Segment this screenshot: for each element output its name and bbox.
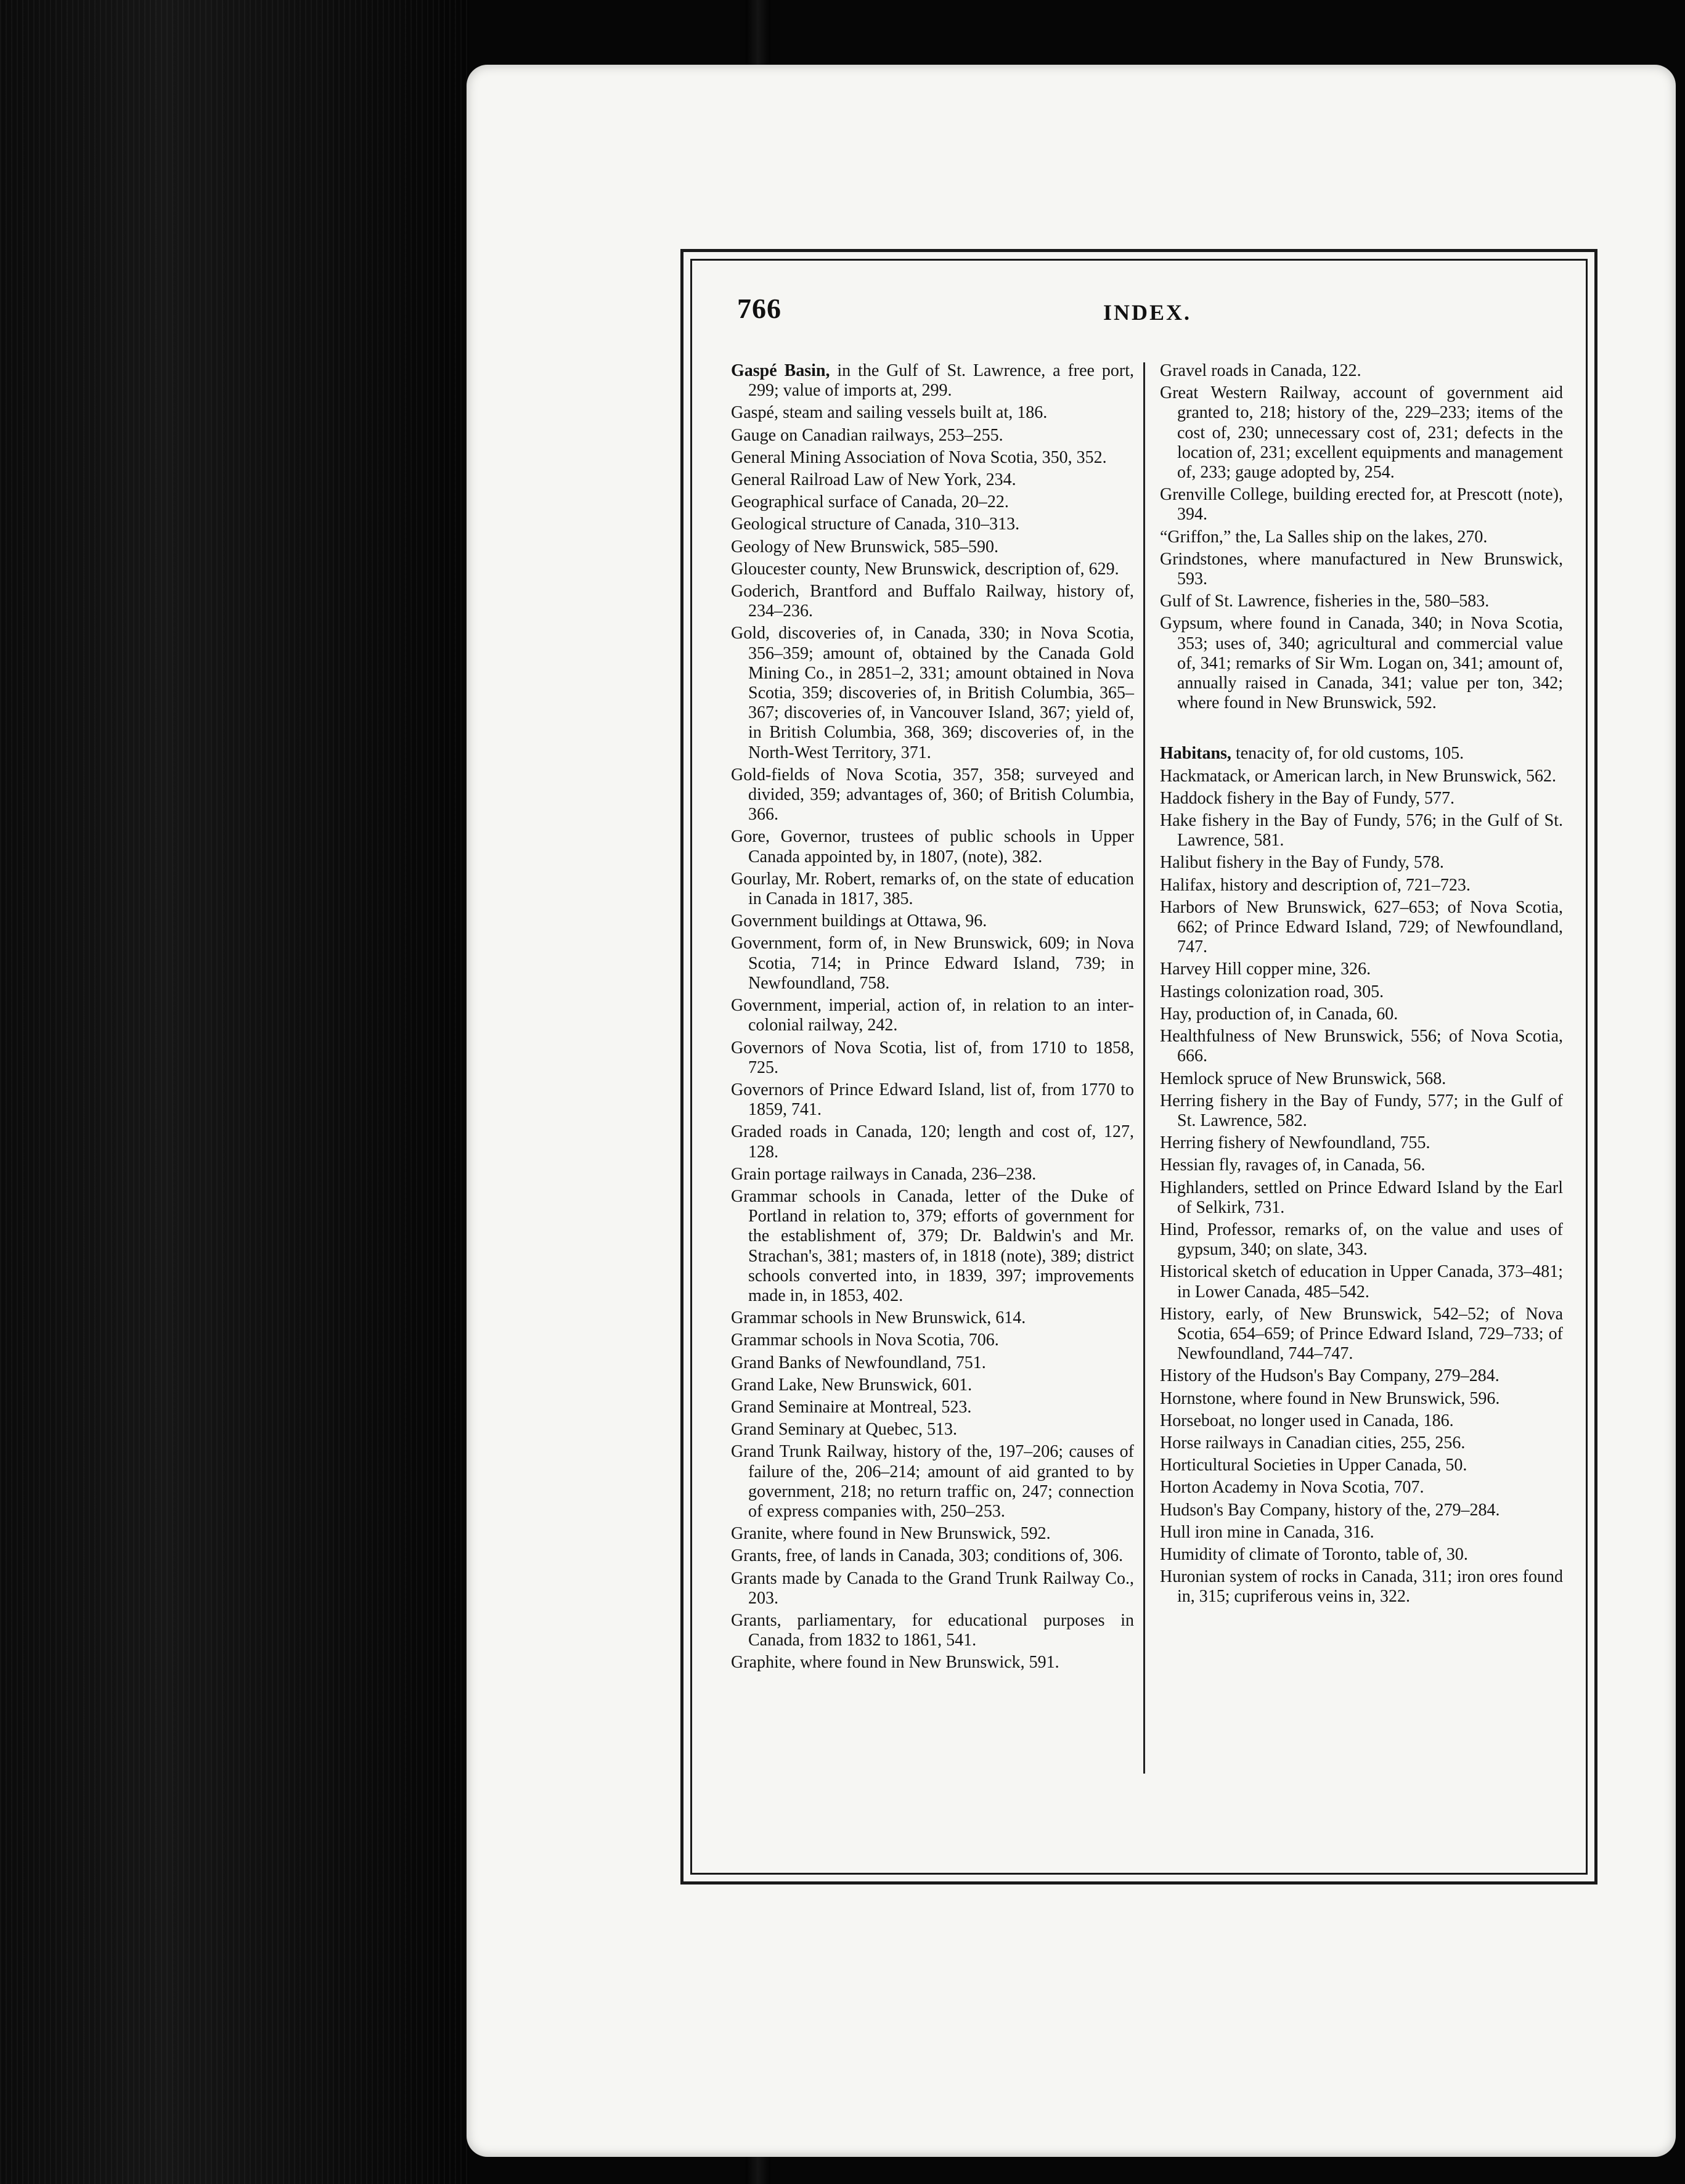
- index-entry: [1160, 1366, 1563, 1386]
- entry-text: Horseboat, no longer used in Canada, 186.: [1160, 1411, 1454, 1430]
- index-entry: [731, 911, 1134, 931]
- index-entry: [731, 560, 1134, 579]
- index-entry: [731, 1375, 1134, 1395]
- index-entry: [731, 1353, 1134, 1373]
- index-entry: [1160, 1389, 1563, 1409]
- index-entry: [731, 448, 1134, 468]
- entry-text: Herring fishery of Newfoundland, 755.: [1160, 1133, 1430, 1153]
- entry-text: Grand Seminaire at Montreal, 523.: [731, 1397, 972, 1417]
- entry-text: Grenville College, building erected for, at Prescott (note), 394.: [1160, 485, 1563, 524]
- entry-text: Humidity of climate of Toronto, table of, 30.: [1160, 1544, 1468, 1564]
- index-entry: [731, 1653, 1134, 1673]
- entry-text: tenacity of, for old customs, 105.: [1231, 744, 1464, 764]
- index-entry: [731, 934, 1134, 993]
- index-entry: [1160, 876, 1563, 895]
- entry-text: General Railroad Law of New York, 234.: [731, 470, 1016, 490]
- entry-text: Geological structure of Canada, 310–313.: [731, 515, 1020, 534]
- entry-text: Hessian fly, ravages of, in Canada, 56.: [1160, 1155, 1426, 1175]
- index-entry: [731, 1038, 1134, 1078]
- entry-text: Grain portage railways in Canada, 236–238.: [731, 1164, 1037, 1184]
- index-entry: [731, 426, 1134, 446]
- index-entry: [1160, 1545, 1563, 1565]
- index-entry: [731, 515, 1134, 534]
- entry-headword: Gaspé Basin,: [731, 361, 830, 380]
- entry-text: Hull iron mine in Canada, 316.: [1160, 1522, 1374, 1542]
- entry-text: Graded roads in Canada, 120; length and cost of, 127, 128.: [731, 1122, 1134, 1162]
- entry-text: Government buildings at Ottawa, 96.: [731, 911, 987, 931]
- scan-background: [0, 0, 468, 2184]
- entry-text: Gaspé, steam and sailing vessels built at, 186.: [731, 403, 1048, 423]
- entry-text: Graphite, where found in New Brunswick, 591.: [731, 1653, 1059, 1673]
- entry-text: History of the Hudson's Bay Company, 279–284.: [1160, 1366, 1499, 1386]
- index-entry: [1160, 1178, 1563, 1218]
- entry-text: Halibut fishery in the Bay of Fundy, 578.: [1160, 853, 1444, 873]
- index-entry: [1160, 1262, 1563, 1302]
- entry-text: Grammar schools in Canada, letter of the Duke of Portland in relation to, 379; efforts of government for the establishment of, 379; Dr. Baldwin's and Mr. Strachan's, 381; masters of, in 1818 (note), 389; district schools converted into, in 1839, 397; improvements made in, in 1853, 402.: [731, 1186, 1134, 1305]
- index-entry: [731, 1442, 1134, 1522]
- index-entry: [1160, 1091, 1563, 1131]
- entry-text: Haddock fishery in the Bay of Fundy, 577.: [1160, 788, 1454, 808]
- entry-text: Horse railways in Canadian cities, 255, 256.: [1160, 1433, 1466, 1453]
- index-entry: [1160, 1155, 1563, 1175]
- entry-text: Grants made by Canada to the Grand Trunk Railway Co., 203.: [731, 1568, 1134, 1608]
- entry-text: Huronian system of rocks in Canada, 311; iron ores found in, 315; cupriferous veins in, 322.: [1160, 1567, 1563, 1607]
- entry-text: Hind, Professor, remarks of, on the value and uses of gypsum, 340; on slate, 343.: [1160, 1220, 1563, 1260]
- entry-text: Governors of Nova Scotia, list of, from 1710 to 1858, 725.: [731, 1038, 1134, 1077]
- entry-text: History, early, of New Brunswick, 542–52; of Nova Scotia, 654–659; of Prince Edward Island, 729–733; of Newfoundland, 744–747.: [1160, 1304, 1563, 1364]
- index-entry: [1160, 960, 1563, 979]
- index-entry: [731, 996, 1134, 1035]
- entry-text: Hemlock spruce of New Brunswick, 568.: [1160, 1069, 1446, 1088]
- entry-text: Grindstones, where manufactured in New Brunswick, 593.: [1160, 549, 1563, 589]
- entry-text: Gravel roads in Canada, 122.: [1160, 361, 1361, 380]
- entry-text: Horticultural Societies in Upper Canada, 50.: [1160, 1456, 1467, 1475]
- index-entry: [1160, 550, 1563, 589]
- entry-text: Historical sketch of education in Upper Canada, 373–481; in Lower Canada, 485–542.: [1160, 1262, 1563, 1302]
- entry-text: Gold, discoveries of, in Canada, 330; in Nova Scotia, 356–359; amount of, obtained by the Canada Gold Mining Co., in 2851–2, 331; amount obtained in Nova Scotia, 359; discoveries of, in British Columbia, 365–367; discoveries of, in Vancouver Island, 367; yield of, in British Columbia, 368, 369; discoveries of, in the North-West Territory, 371.: [731, 624, 1134, 762]
- letter-section-gap: [1160, 715, 1563, 744]
- index-entry: [731, 1308, 1134, 1328]
- entry-text: Gold-fields of Nova Scotia, 357, 358; surveyed and divided, 359; advantages of, 360; of British Columbia, 366.: [731, 765, 1134, 825]
- index-entry: [731, 1398, 1134, 1417]
- entry-text: Halifax, history and description of, 721–723.: [1160, 875, 1471, 895]
- index-entry: [731, 1569, 1134, 1608]
- index-entry: [731, 1420, 1134, 1440]
- entry-text: Herring fishery in the Bay of Fundy, 577; in the Gulf of St. Lawrence, 582.: [1160, 1091, 1563, 1130]
- index-column-right: [1160, 361, 1563, 1610]
- index-entry: [1160, 898, 1563, 958]
- index-entry: [731, 582, 1134, 621]
- index-entry: [1160, 1411, 1563, 1431]
- index-entry: [731, 1187, 1134, 1306]
- entry-text: Gourlay, Mr. Robert, remarks of, on the state of education in Canada in 1817, 385.: [731, 869, 1134, 909]
- entry-text: Gloucester county, New Brunswick, description of, 629.: [731, 559, 1119, 579]
- index-entry: [731, 765, 1134, 825]
- index-entry: [731, 492, 1134, 512]
- index-entry: [1160, 592, 1563, 611]
- index-entry: [731, 1611, 1134, 1650]
- entry-text: Hastings colonization road, 305.: [1160, 982, 1384, 1001]
- entry-text: Great Western Railway, account of government aid granted to, 218; history of the, 229–233; items of the cost of, 230; unnecessary cost of, 231; defects in the location of, 231; excellent equipments and management of, 233; gauge adopted by, 254.: [1160, 383, 1563, 483]
- entry-text: General Mining Association of Nova Scotia, 350, 352.: [731, 447, 1107, 467]
- index-entry: [1160, 1069, 1563, 1089]
- index-entry: [731, 827, 1134, 866]
- index-entry: [1160, 744, 1563, 764]
- entry-text: Granite, where found in New Brunswick, 592.: [731, 1524, 1051, 1544]
- entry-text: Geology of New Brunswick, 585–590.: [731, 537, 998, 556]
- entry-text: Grand Lake, New Brunswick, 601.: [731, 1375, 973, 1395]
- index-entry: [1160, 811, 1563, 850]
- index-entry: [731, 1546, 1134, 1566]
- index-entry: [731, 1524, 1134, 1544]
- index-entry: [731, 1330, 1134, 1350]
- entry-text: Hake fishery in the Bay of Fundy, 576; in the Gulf of St. Lawrence, 581.: [1160, 811, 1563, 850]
- index-column-left: [731, 361, 1134, 1676]
- entry-text: Healthfulness of New Brunswick, 556; of Nova Scotia, 666.: [1160, 1027, 1563, 1066]
- entry-text: Grand Seminary at Quebec, 513.: [731, 1420, 957, 1440]
- index-entry: [731, 403, 1134, 423]
- index-entry: [731, 361, 1134, 401]
- index-entry: [731, 1080, 1134, 1120]
- index-entry: [731, 624, 1134, 762]
- index-entry: [1160, 1523, 1563, 1542]
- index-entry: [1160, 1004, 1563, 1024]
- entry-text: Hudson's Bay Company, history of the, 279–284.: [1160, 1500, 1500, 1520]
- index-entry: [1160, 1456, 1563, 1475]
- entry-text: Harbors of New Brunswick, 627–653; of Nova Scotia, 662; of Prince Edward Island, 729; of Newfoundland, 747.: [1160, 897, 1563, 957]
- entry-text: Highlanders, settled on Prince Edward Island by the Earl of Selkirk, 731.: [1160, 1178, 1563, 1217]
- entry-text: Grammar schools in Nova Scotia, 706.: [731, 1330, 999, 1350]
- entry-text: Hornstone, where found in New Brunswick, 596.: [1160, 1388, 1500, 1408]
- index-entry: [1160, 528, 1563, 547]
- index-entry: [1160, 614, 1563, 713]
- column-divider: [1143, 362, 1145, 1774]
- entry-text: Gore, Governor, trustees of public schools in Upper Canada appointed by, in 1807, (note), 382.: [731, 827, 1134, 866]
- index-entry: [1160, 361, 1563, 381]
- index-entry: [731, 1165, 1134, 1184]
- entry-text: Grammar schools in New Brunswick, 614.: [731, 1308, 1026, 1328]
- index-entry: [1160, 789, 1563, 809]
- index-entry: [1160, 1133, 1563, 1153]
- index-entry: [731, 470, 1134, 490]
- index-entry: [1160, 1567, 1563, 1607]
- index-entry: [1160, 767, 1563, 786]
- entry-text: Gypsum, where found in Canada, 340; in Nova Scotia, 353; uses of, 340; agricultural and commercial value of, 341; remarks of Sir Wm. Logan on, 341; amount of, annually raised in Canada, 341; value per ton, 342; where found in New Brunswick, 592.: [1160, 614, 1563, 713]
- entry-text: Gauge on Canadian railways, 253–255.: [731, 425, 1003, 445]
- page-number: 766: [737, 293, 781, 324]
- index-entry: [731, 537, 1134, 557]
- index-entry: [1160, 1305, 1563, 1364]
- running-head: INDEX.: [1103, 300, 1192, 325]
- entry-text: Hay, production of, in Canada, 60.: [1160, 1004, 1398, 1024]
- entry-text: Government, form of, in New Brunswick, 609; in Nova Scotia, 714; in Prince Edward Island, 739; in Newfoundland, 758.: [731, 934, 1134, 993]
- entry-text: Governors of Prince Edward Island, list of, from 1770 to 1859, 741.: [731, 1080, 1134, 1120]
- index-entry: [1160, 1478, 1563, 1497]
- index-entry: [1160, 982, 1563, 1002]
- entry-text: Hackmatack, or American larch, in New Brunswick, 562.: [1160, 766, 1557, 786]
- index-entry: [1160, 1220, 1563, 1260]
- index-entry: [731, 1122, 1134, 1162]
- entry-text: Grand Banks of Newfoundland, 751.: [731, 1353, 986, 1372]
- entry-text: Grants, parliamentary, for educational purposes in Canada, from 1832 to 1861, 541.: [731, 1610, 1134, 1650]
- entry-text: “Griffon,” the, La Salles ship on the lakes, 270.: [1160, 527, 1488, 547]
- index-entry: [1160, 853, 1563, 873]
- entry-headword: Habitans,: [1160, 744, 1231, 764]
- entry-text: Government, imperial, action of, in relation to an inter-colonial railway, 242.: [731, 996, 1134, 1035]
- index-entry: [731, 870, 1134, 909]
- entry-text: Harvey Hill copper mine, 326.: [1160, 960, 1371, 979]
- index-entry: [1160, 1433, 1563, 1453]
- index-entry: [1160, 1501, 1563, 1520]
- entry-text: Grand Trunk Railway, history of the, 197–206; causes of failure of the, 206–214; amount of aid granted to by government, 218; no return traffic on, 247; connection of express companies with, 250–253.: [731, 1442, 1134, 1521]
- index-entry: [1160, 485, 1563, 524]
- entry-text: Geographical surface of Canada, 20–22.: [731, 492, 1009, 512]
- index-entry: [1160, 383, 1563, 483]
- entry-text: Gulf of St. Lawrence, fisheries in the, 580–583.: [1160, 592, 1490, 611]
- entry-text: in the Gulf of St. Lawrence, a free port, 299; value of imports at, 299.: [748, 361, 1134, 401]
- entry-text: Grants, free, of lands in Canada, 303; conditions of, 306.: [731, 1546, 1124, 1566]
- entry-text: Horton Academy in Nova Scotia, 707.: [1160, 1478, 1424, 1497]
- entry-text: Goderich, Brantford and Buffalo Railway, history of, 234–236.: [731, 582, 1134, 621]
- index-entry: [1160, 1027, 1563, 1066]
